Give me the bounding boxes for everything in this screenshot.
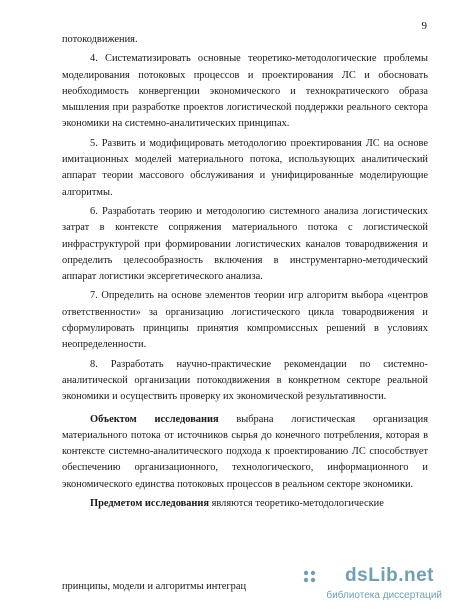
page-number: 9	[421, 20, 427, 32]
paragraph-subject-cut-line: принципы, модели и алгоритмы интеграц	[62, 581, 247, 592]
document-body	[62, 32, 428, 515]
subject-text: являются теоретико-методологические	[209, 498, 384, 510]
paragraph-item-8: 8. Разработать научно-практические рекомендации по системно-аналитической организации потокодвижения в конкретном секторе реальной экономики и осуществить проверку их экономической результативности.	[62, 358, 428, 403]
object-heading: Объектом исследования	[90, 413, 219, 425]
watermark-subtitle: библиотека диссертаций	[326, 590, 442, 601]
paragraph-continuation: потокодвижения.	[62, 34, 138, 45]
paragraph-item-6: 6. Разработать теорию и методологию системного анализа логистических затрат в контексте сопряжения материального потока с логистической инфраструктурой при формировании логистических каналов товародвижения и определить целесообразность включения в инструментарно-методический аппарат логистики эксергетического анализа.	[62, 205, 428, 283]
watermark-logo: dsLib.net	[345, 565, 434, 586]
logo-dots-icon	[302, 569, 320, 587]
paragraph-item-5: 5. Развить и модифицировать методологию проектирования ЛС на основе имитационных моделей материального потока, использующих аналитический аппарат теории массового обслуживания и унифицированные моделирующие алгоритмы.	[62, 137, 428, 198]
paragraph-subject	[62, 496, 428, 512]
paragraph-item-4: 4. Систематизировать основные теоретико-методологические проблемы моделирования потоковых процессов и проектирования ЛС и обосновать необходимость конвергенции экономического и технократического образа мышления при разработке проектов логистической поддержки реального сектора экономики на системно-аналитических принципах.	[62, 53, 428, 130]
object-text: выбрана логистическая организация материального потока от источников сырья до конечного потребления, которая в контексте системно-аналитического подхода к проектированию ЛС способствует обеспечению организационного, технологического, информационного и экономического единства потоковых процессов в реальном секторе экономики.	[62, 413, 428, 490]
paragraph-object	[62, 412, 428, 493]
paragraph-item-7: 7. Определить на основе элементов теории игр алгоритм выбора «центров ответственности» за организацию логистического цикла товародвижения и сформулировать принципы принятия компромиссных решений в условиях неопределенности.	[62, 290, 428, 351]
subject-heading: Предметом исследования	[90, 498, 210, 510]
watermark	[294, 565, 444, 607]
